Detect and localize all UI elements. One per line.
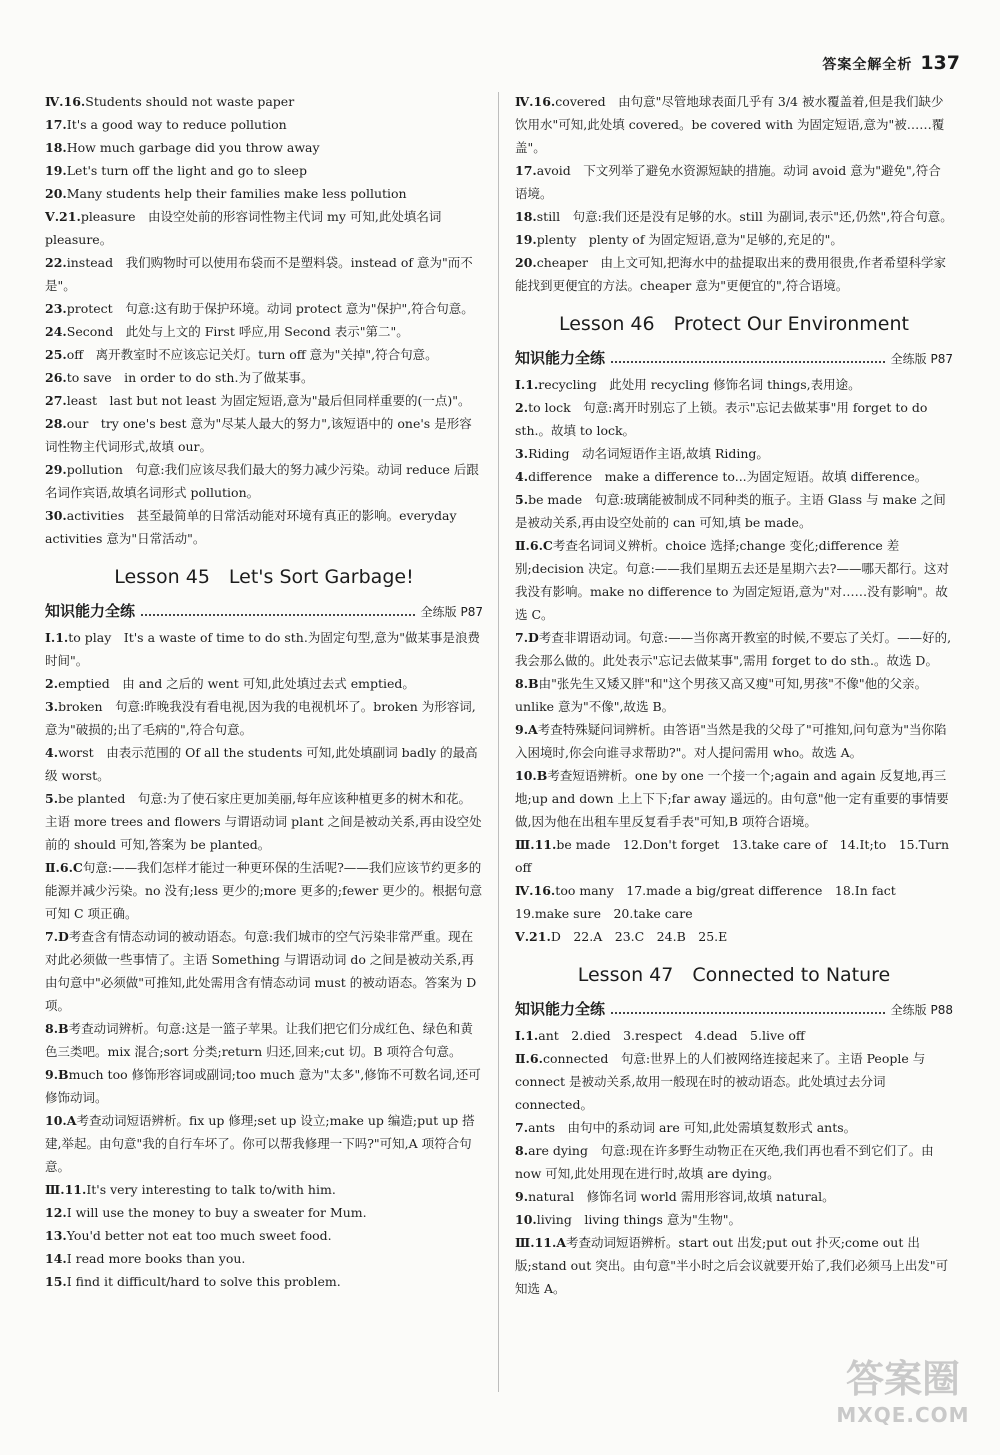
- question-number: 2.: [515, 400, 529, 415]
- question-number: 29.: [45, 462, 67, 477]
- watermark-url: MXQE.COM: [836, 1403, 970, 1427]
- question-number: 9.A: [515, 722, 538, 737]
- answer-item: [45, 113, 483, 136]
- question-number: Ⅰ.1.: [45, 630, 69, 645]
- answer-text: Students should not waste paper: [85, 94, 295, 109]
- answer-text: worst 由表示范围的 Of all the students 可知,此处填副词 badly 的最高级 worst。: [45, 745, 478, 783]
- question-number: 20.: [45, 186, 67, 201]
- answer-text: How much garbage did you throw away: [66, 140, 320, 155]
- answer-text: Let's turn off the light and go to sleep: [66, 163, 307, 178]
- lesson-47-section-header: [515, 998, 953, 1022]
- answer-item: [515, 672, 953, 718]
- answer-item: [45, 626, 483, 672]
- answer-item: [45, 366, 483, 389]
- answer-text: recycling 此处用 recycling 修饰名词 things,表用途。: [538, 377, 861, 392]
- answer-item: [45, 925, 483, 1017]
- answer-text: still 句意:我们还是没有足够的水。still 为副词,表示"还,仍然",符合句意。: [536, 209, 953, 224]
- watermark-logo: 答案圈: [845, 1357, 960, 1401]
- dotted-leader: [611, 1012, 885, 1014]
- section-page-ref: 全练版 P88: [890, 1003, 953, 1017]
- answer-text: 考查特殊疑问词辨析。由答语"当然是我的父母了"可推知,问句意为"当你陷入困境时,你会向谁寻求帮助?"。对人提问需用 who。故选 A。: [515, 722, 947, 760]
- answer-item: [45, 672, 483, 695]
- answer-text: It's a good way to reduce pollution: [66, 117, 287, 132]
- question-number: 10.: [515, 1212, 537, 1227]
- question-number: 27.: [45, 393, 67, 408]
- answer-text: ant 2.died 3.respect 4.dead 5.live off: [538, 1028, 805, 1043]
- answer-text: ants 由句中的系动词 are 可知,此处需填复数形式 ants。: [528, 1120, 857, 1135]
- lesson-45-section-header: [45, 600, 483, 624]
- dotted-leader: [611, 361, 885, 363]
- answer-text: It's very interesting to talk to/with him.: [86, 1182, 336, 1197]
- answer-text: be made 12.Don't forget 13.take care of 14.It;to 15.Turn off: [515, 837, 950, 875]
- answer-item: [515, 1047, 953, 1116]
- question-number: 5.: [515, 492, 529, 507]
- answer-text: to lock 句意:离开时别忘了上锁。表示"忘记去做某事"用 forget to do sth.。故填 to lock。: [515, 400, 928, 438]
- answer-text: 考查动词短语辨析。start out 出发;put out 扑灭;come out 出版;stand out 突出。由句意"半小时之后会议就要开始了,我们必须马上出发"可知选 A。: [515, 1235, 949, 1296]
- answer-text: too many 17.made a big/great difference 18.In fact 19.make sure 20.take care: [515, 883, 909, 921]
- answer-text: be planted 句意:为了使石家庄更加美丽,每年应该种植更多的树木和花。主语 more trees and flowers 与谓语动词 plant 之间是被动关系,再由设空处前的 should 可知,答案为 be planted。: [45, 791, 482, 852]
- answer-item: [45, 504, 483, 550]
- answer-text: our try one's best 意为"尽某人最大的努力",该短语中的 one's 是形容词性物主代词形式,故填 our。: [45, 416, 472, 454]
- answer-text: D 22.A 23.C 24.B 25.E: [550, 929, 728, 944]
- answer-item: [45, 389, 483, 412]
- page-number: 137: [920, 52, 960, 74]
- question-number: 17.: [515, 163, 537, 178]
- question-number: 9.: [515, 1189, 529, 1204]
- answer-text: plenty plenty of 为固定短语,意为"足够的,充足的"。: [536, 232, 843, 247]
- answer-text: You'd better not eat too much sweet food.: [66, 1228, 332, 1243]
- answer-text: instead 我们购物时可以使用布袋而不是塑料袋。instead of 意为"而不是"。: [45, 255, 473, 293]
- answer-text: I will use the money to buy a sweater for Mum.: [66, 1205, 367, 1220]
- answer-text: I read more books than you.: [66, 1251, 246, 1266]
- answer-text: 句意:——我们怎样才能过一种更环保的生活呢?——我们应该节约更多的能源并减少污染。no 没有;less 更少的;more 更多的;fewer 更少的。根据句意可知 C 项正确。: [45, 860, 483, 921]
- column-divider: [498, 92, 499, 1392]
- question-number: 4.: [515, 469, 529, 484]
- answer-item: [515, 465, 953, 488]
- answer-text: to play It's a waste of time to do sth.为固定句型,意为"做某事是浪费时间"。: [45, 630, 481, 668]
- question-number: 18.: [45, 140, 67, 155]
- question-number: Ⅴ.21.: [45, 209, 81, 224]
- answer-text: natural 修饰名词 world 需用形容词,故填 natural。: [528, 1189, 835, 1204]
- dotted-leader: [141, 614, 415, 616]
- lesson-46-answers: [515, 373, 953, 948]
- question-number: 23.: [45, 301, 67, 316]
- answer-item: [515, 396, 953, 442]
- answer-text: much too 修饰形容词或副词;too much 意为"太多",修饰不可数名词,还可修饰动词。: [45, 1067, 481, 1105]
- question-number: 8.B: [45, 1021, 69, 1036]
- question-number: 12.: [45, 1205, 67, 1220]
- answer-text: least last but not least 为固定短语,意为"最后但同样重要的(一点)"。: [66, 393, 471, 408]
- answer-item: [515, 442, 953, 465]
- answer-item: [515, 833, 953, 879]
- answer-item: [45, 412, 483, 458]
- answer-item: [515, 228, 953, 251]
- answer-item: [45, 320, 483, 343]
- lesson-47-answers: [515, 1024, 953, 1300]
- question-number: Ⅰ.1.: [515, 377, 539, 392]
- answer-item: [515, 1024, 953, 1047]
- question-number: Ⅴ.21.: [515, 929, 551, 944]
- answer-text: be made 句意:玻璃能被制成不同种类的瓶子。主语 Glass 与 make 之间是被动关系,再由设空处前的 can 可知,填 be made。: [515, 492, 946, 530]
- answer-text: pollution 句意:我们应该尽我们最大的努力减少污染。动词 reduce 后跟名词作宾语,故填名词形式 pollution。: [45, 462, 479, 500]
- section-page-ref: 全练版 P87: [420, 605, 483, 619]
- answer-item: [45, 1201, 483, 1224]
- answer-text: 考查含有情态动词的被动语态。句意:我们城市的空气污染非常严重。现在对此必须做一些事情了。主语 Something 与谓语动词 do 之间是被动关系,再由句意中"必须做"可推知,此处需用含有情态动词 must 的被动语态。答案为 D 项。: [45, 929, 477, 1013]
- question-number: 26.: [45, 370, 67, 385]
- answer-item: [45, 1063, 483, 1109]
- answer-text: connected 句意:世界上的人们被网络连接起来了。主语 People 与 connect 是被动关系,故用一般现在时的被动语态。此处填过去分词 connected。: [515, 1051, 926, 1112]
- section-name: 知识能力全练: [515, 349, 606, 367]
- answer-item: [515, 1139, 953, 1185]
- left-column: [45, 90, 483, 1293]
- question-number: 14.: [45, 1251, 67, 1266]
- answer-item: [515, 879, 953, 925]
- answer-item: [515, 1116, 953, 1139]
- question-number: 7.: [515, 1120, 529, 1135]
- answer-item: [45, 205, 483, 251]
- answer-text: living living things 意为"生物"。: [536, 1212, 741, 1227]
- answer-item: [45, 1178, 483, 1201]
- question-number: 22.: [45, 255, 67, 270]
- question-number: 19.: [45, 163, 67, 178]
- answer-item: [45, 856, 483, 925]
- question-number: 25.: [45, 347, 67, 362]
- answer-text: pleasure 由设空处前的形容词性物主代词 my 可知,此处填名词 pleasure。: [45, 209, 442, 247]
- page-header: [40, 52, 960, 74]
- answer-item: [515, 205, 953, 228]
- answer-item: [515, 1185, 953, 1208]
- answer-text: 由"张先生又矮又胖"和"这个男孩又高又瘦"可知,男孩"不像"他的父亲。unlike 意为"不像",故选 B。: [515, 676, 928, 714]
- answer-item: [45, 343, 483, 366]
- question-number: Ⅲ.11.: [515, 837, 557, 852]
- answer-text: 考查名词词义辨析。choice 选择;change 变化;difference 差别;decision 决定。句意:——我们星期五去还是星期六去?——哪天都行。这对我没有影响。make no difference to 为固定短语,意为"对……没有影响"。故选 C。: [515, 538, 949, 622]
- question-number: Ⅰ.1.: [515, 1028, 539, 1043]
- answer-text: protect 句意:这有助于保护环境。动词 protect 意为"保护",符合句意。: [66, 301, 474, 316]
- question-number: Ⅱ.6.C: [45, 860, 83, 875]
- question-number: Ⅱ.6.: [515, 1051, 543, 1066]
- question-number: Ⅲ.11.A: [515, 1235, 567, 1250]
- answer-item: [45, 1109, 483, 1178]
- answer-item: [45, 1247, 483, 1270]
- question-number: 28.: [45, 416, 67, 431]
- answer-text: broken 句意:昨晚我没有看电视,因为我的电视机坏了。broken 为形容词,意为"破损的;出了毛病的",符合句意。: [45, 699, 476, 737]
- answer-item: [45, 787, 483, 856]
- question-number: 9.B: [45, 1067, 69, 1082]
- answer-item: [45, 695, 483, 741]
- question-number: Ⅱ.6.C: [515, 538, 553, 553]
- answer-item: [515, 488, 953, 534]
- question-number: 20.: [515, 255, 537, 270]
- question-number: 2.: [45, 676, 59, 691]
- question-number: Ⅲ.11.: [45, 1182, 87, 1197]
- question-number: 18.: [515, 209, 537, 224]
- answer-item: [45, 159, 483, 182]
- question-number: 3.: [45, 699, 59, 714]
- question-number: 15.: [45, 1274, 67, 1289]
- answer-item: [515, 718, 953, 764]
- question-number: Ⅳ.16.: [515, 94, 556, 109]
- question-number: 7.D: [515, 630, 539, 645]
- answer-text: cheaper 由上文可知,把海水中的盐提取出来的费用很贵,作者希望科学家能找到更便宜的方法。cheaper 意为"更便宜的",符合语境。: [515, 255, 946, 293]
- answer-text: 考查动词辨析。句意:这是一篮子苹果。让我们把它们分成红色、绿色和黄色三类吧。mix 混合;sort 分类;return 归还,回来;cut 切。B 项符合句意。: [45, 1021, 473, 1059]
- answer-item: [515, 90, 953, 159]
- answer-text: Many students help their families make less pollution: [66, 186, 407, 201]
- answer-item: [515, 1208, 953, 1231]
- question-number: 10.B: [515, 768, 548, 783]
- question-number: 30.: [45, 508, 67, 523]
- answer-list-right-top: [515, 90, 953, 297]
- answer-list-left-top: [45, 90, 483, 550]
- question-number: 4.: [45, 745, 59, 760]
- answer-item: [45, 1270, 483, 1293]
- answer-item: [45, 741, 483, 787]
- answer-text: Riding 动名词短语作主语,故填 Riding。: [528, 446, 769, 461]
- answer-item: [45, 458, 483, 504]
- question-number: 24.: [45, 324, 67, 339]
- answer-item: [515, 159, 953, 205]
- answer-item: [515, 925, 953, 948]
- question-number: 10.A: [45, 1113, 77, 1128]
- answer-item: [515, 626, 953, 672]
- question-number: 13.: [45, 1228, 67, 1243]
- watermark: [828, 1355, 978, 1437]
- question-number: 8.B: [515, 676, 539, 691]
- answer-text: to save in order to do sth.为了做某事。: [66, 370, 314, 385]
- lesson-45-title: Lesson 45 Let's Sort Garbage!: [114, 566, 414, 588]
- answer-text: are dying 句意:现在许多野生动物正在灭绝,我们再也看不到它们了。由 now 可知,此处用现在进行时,故填 are dying。: [515, 1143, 934, 1181]
- answer-item: [45, 1017, 483, 1063]
- answer-text: activities 甚至最简单的日常活动能对环境有真正的影响。everyday activities 意为"日常活动"。: [45, 508, 457, 546]
- answer-text: covered 由句意"尽管地球表面几乎有 3/4 被水覆盖着,但是我们缺少饮用水"可知,此处填 covered。be covered with 为固定短语,意为"被……覆盖"。: [515, 94, 945, 155]
- answer-text: avoid 下文列举了避免水资源短缺的措施。动词 avoid 意为"避免",符合语境。: [515, 163, 941, 201]
- question-number: Ⅳ.16.: [45, 94, 86, 109]
- answer-item: [515, 534, 953, 626]
- answer-item: [515, 251, 953, 297]
- answer-text: I find it difficult/hard to solve this problem.: [66, 1274, 341, 1289]
- answer-item: [515, 764, 953, 833]
- answer-item: [45, 251, 483, 297]
- answer-text: Second 此处与上文的 First 呼应,用 Second 表示"第二"。: [66, 324, 409, 339]
- right-column: [515, 90, 953, 1300]
- lesson-47-title: Lesson 47 Connected to Nature: [577, 964, 891, 986]
- answer-text: 考查非谓语动词。句意:——当你离开教室的时候,不要忘了关灯。——好的,我会那么做的。此处表示"忘记去做某事",需用 forget to do sth.。故选 D。: [515, 630, 952, 668]
- lesson-46-section-header: [515, 347, 953, 371]
- question-number: 3.: [515, 446, 529, 461]
- question-number: 19.: [515, 232, 537, 247]
- question-number: 8.: [515, 1143, 529, 1158]
- section-name: 知识能力全练: [45, 602, 136, 620]
- lesson-46-title: Lesson 46 Protect Our Environment: [558, 313, 909, 335]
- section-page-ref: 全练版 P87: [890, 352, 953, 366]
- answer-item: [515, 1231, 953, 1300]
- answer-item: [515, 373, 953, 396]
- answer-item: [45, 1224, 483, 1247]
- answer-item: [45, 297, 483, 320]
- answer-text: emptied 由 and 之后的 went 可知,此处填过去式 emptied。: [58, 676, 415, 691]
- running-title: 答案全解全析: [822, 57, 913, 73]
- question-number: 5.: [45, 791, 59, 806]
- answer-text: 考查动词短语辨析。fix up 修理;set up 设立;make up 编造;put up 搭建,举起。由句意"我的自行车坏了。你可以帮我修理一下吗?"可知,A 项符合句意。: [45, 1113, 475, 1174]
- question-number: 17.: [45, 117, 67, 132]
- question-number: 7.D: [45, 929, 69, 944]
- question-number: Ⅳ.16.: [515, 883, 556, 898]
- answer-item: [45, 136, 483, 159]
- answer-text: off 离开教室时不应该忘记关灯。turn off 意为"关掉",符合句意。: [66, 347, 438, 362]
- answer-item: [45, 182, 483, 205]
- answer-text: difference make a difference to...为固定短语。故填 difference。: [528, 469, 928, 484]
- answer-text: 考查短语辨析。one by one 一个接一个;again and again 反复地,再三地;up and down 上上下下;far away 遥远的。由句意"他一定有重要的事情要做,因为他在出租车里反复看手表"可知,B 项符合语境。: [515, 768, 949, 829]
- section-name: 知识能力全练: [515, 1000, 606, 1018]
- lesson-45-answers: [45, 626, 483, 1293]
- answer-item: [45, 90, 483, 113]
